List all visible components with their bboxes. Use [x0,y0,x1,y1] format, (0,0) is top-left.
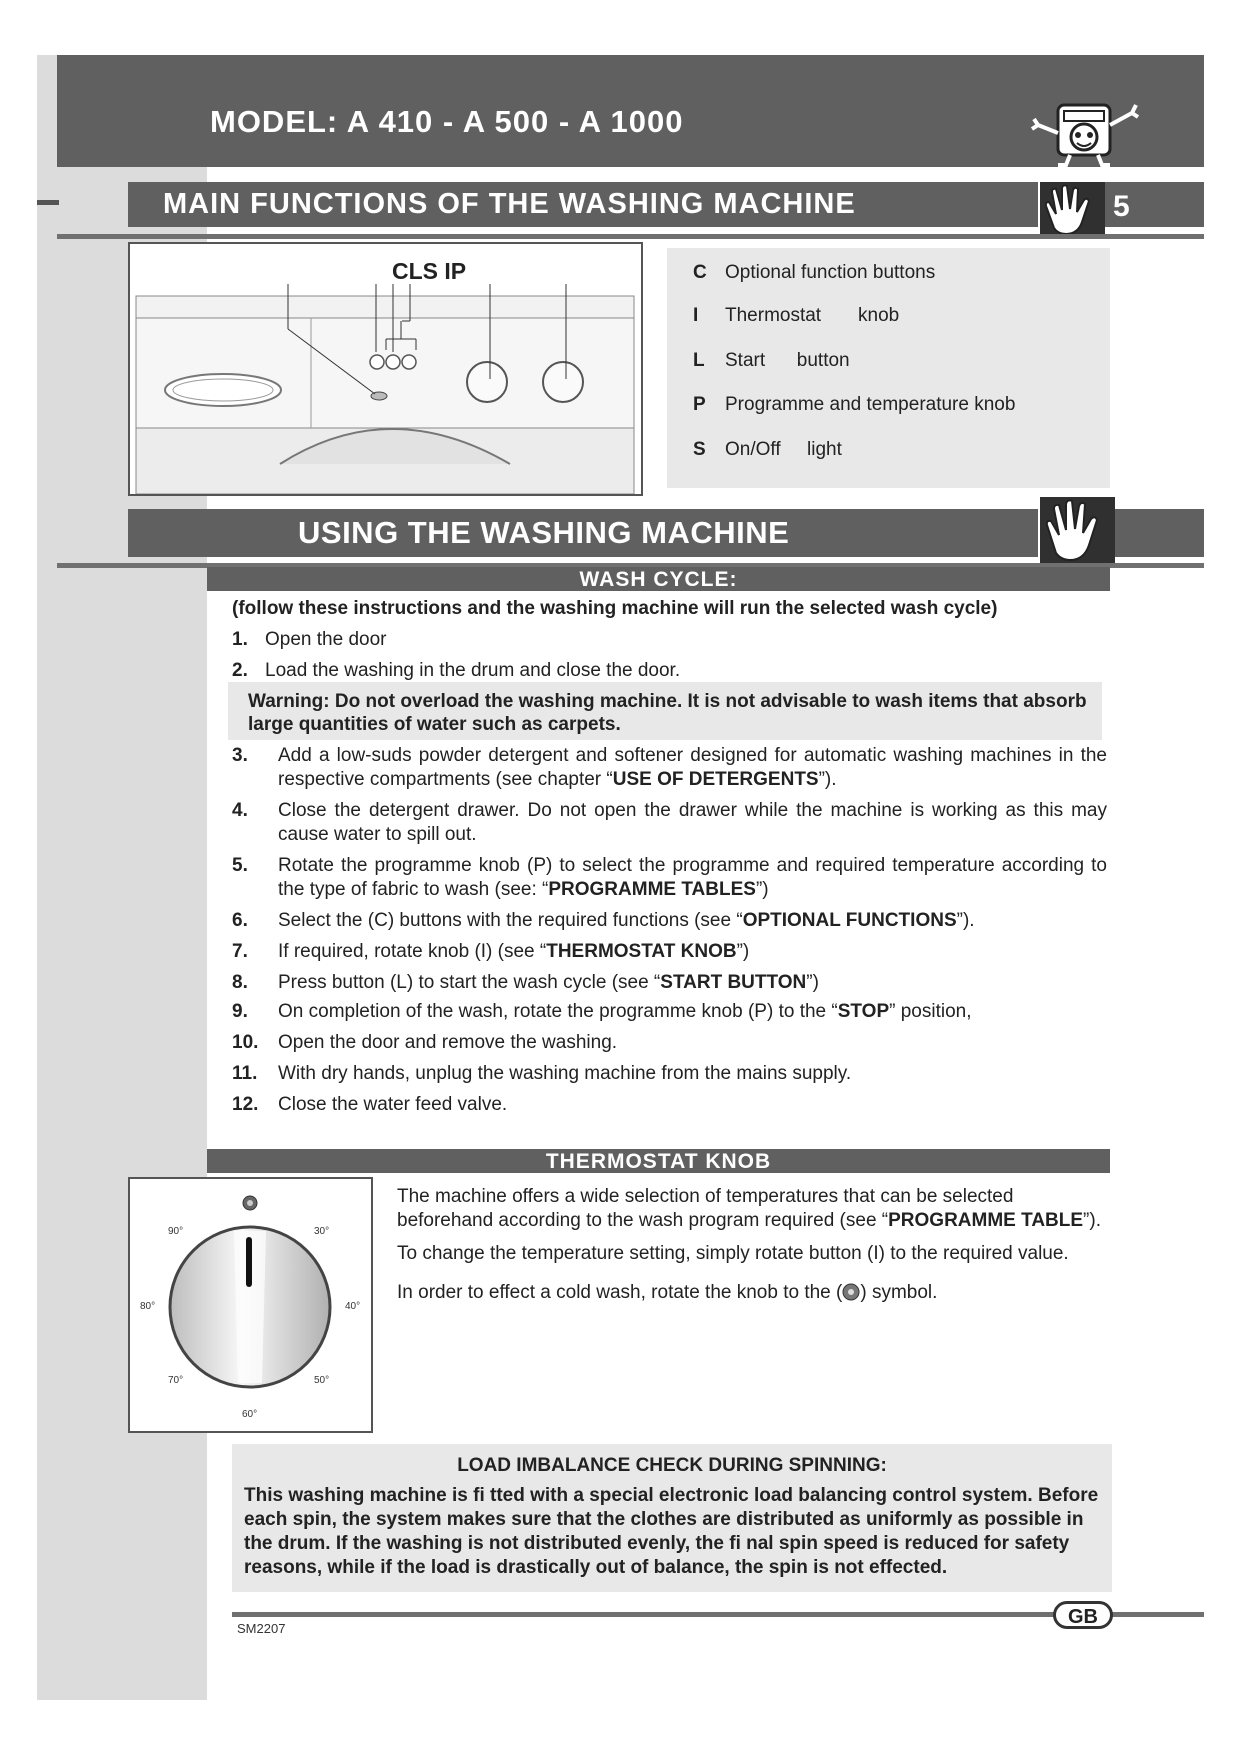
page-number: 5 [1105,182,1204,227]
legend-item: C Optional function buttons [693,262,936,283]
cold-wash-icon [842,1283,860,1301]
hand-icon [1040,182,1105,238]
section-title-using: USING THE WASHING MACHINE [128,509,1038,557]
legend-item: L Start button [693,350,850,371]
thermostat-paragraph: In order to effect a cold wash, rotate the knob to the ( ) symbol. [397,1282,938,1303]
hand-icon-box [1040,182,1105,238]
section-bar-tail [1115,509,1204,557]
language-badge: GB [1053,1601,1113,1629]
dial-label: 70° [168,1375,184,1386]
warning-text: Warning: Do not overload the washing machine. It is not advisable to wash items that absorb large quantities of water such as carpets. [248,691,1087,735]
dial-label: 40° [345,1301,361,1312]
thermostat-dial [130,1179,371,1431]
load-imbalance-body: This washing machine is fi tted with a special electronic load balancing control system. Before each spin, the system makes sure that the clothes are distributed as uniformly as possible in the drum. If the washing is not distributed evenly, the fi nal spin speed is reduced for safety reasons, while if the load is drastically out of balance, the spin is not effected. [244,1485,1099,1578]
model-title: MODEL: A 410 - A 500 - A 1000 [210,104,684,139]
thermostat-dial-illustration [128,1177,373,1433]
dial-label: 50° [314,1375,330,1386]
hand-icon-box [1040,497,1115,565]
control-panel-illustration [128,242,643,496]
section-title-main-functions: MAIN FUNCTIONS OF THE WASHING MACHINE [128,182,1038,227]
wash-cycle-heading: WASH CYCLE: [207,567,1110,591]
load-imbalance-box [232,1444,1112,1592]
washing-machine-mascot-icon [1030,95,1140,170]
list-item: 3. Add a low-suds powder detergent and softener designed for automatic washing machines in the respective compartments (see chapter “USE OF DETERGENTS”). [232,745,1107,790]
wash-cycle-intro: (follow these instructions and the washing machine will run the selected wash cycle) [232,598,998,619]
load-imbalance-heading: LOAD IMBALANCE CHECK DURING SPINNING: [457,1455,887,1476]
legend-item: S On/Off light [693,439,842,460]
dial-label: 80° [140,1301,156,1312]
function-legend [667,248,1110,488]
margin-tick [37,200,59,205]
list-item: 5. Rotate the programme knob (P) to select the programme and required temperature according to the type of fabric to wash (see: “PROGRAMME TABLES”) [232,855,1107,900]
dial-label: 30° [314,1226,330,1237]
warning-box [228,682,1102,740]
legend-item: I Thermostat knob [693,305,900,326]
dial-label: 60° [242,1409,258,1420]
thermostat-heading: THERMOSTAT KNOB [207,1149,1110,1173]
thermostat-paragraph: The machine offers a wide selection of temperatures that can be selected beforehand according to the wash program required (see “PROGRAMME TABLE”). [397,1186,1101,1231]
control-panel-drawing [130,244,641,494]
hand-icon [1040,497,1115,565]
document-code: SM2207 [237,1621,286,1636]
legend-item: P Programme and temperature knob [693,394,1016,415]
list-item: 4. Close the detergent drawer. Do not open the drawer while the machine is working as this may cause water to spill out. [232,800,1107,845]
thermostat-paragraph: To change the temperature setting, simply rotate button (I) to the required value. [397,1243,1069,1264]
section-rule [57,234,1204,239]
panel-label: CLS IP [392,258,467,284]
dial-label: 90° [168,1226,184,1237]
